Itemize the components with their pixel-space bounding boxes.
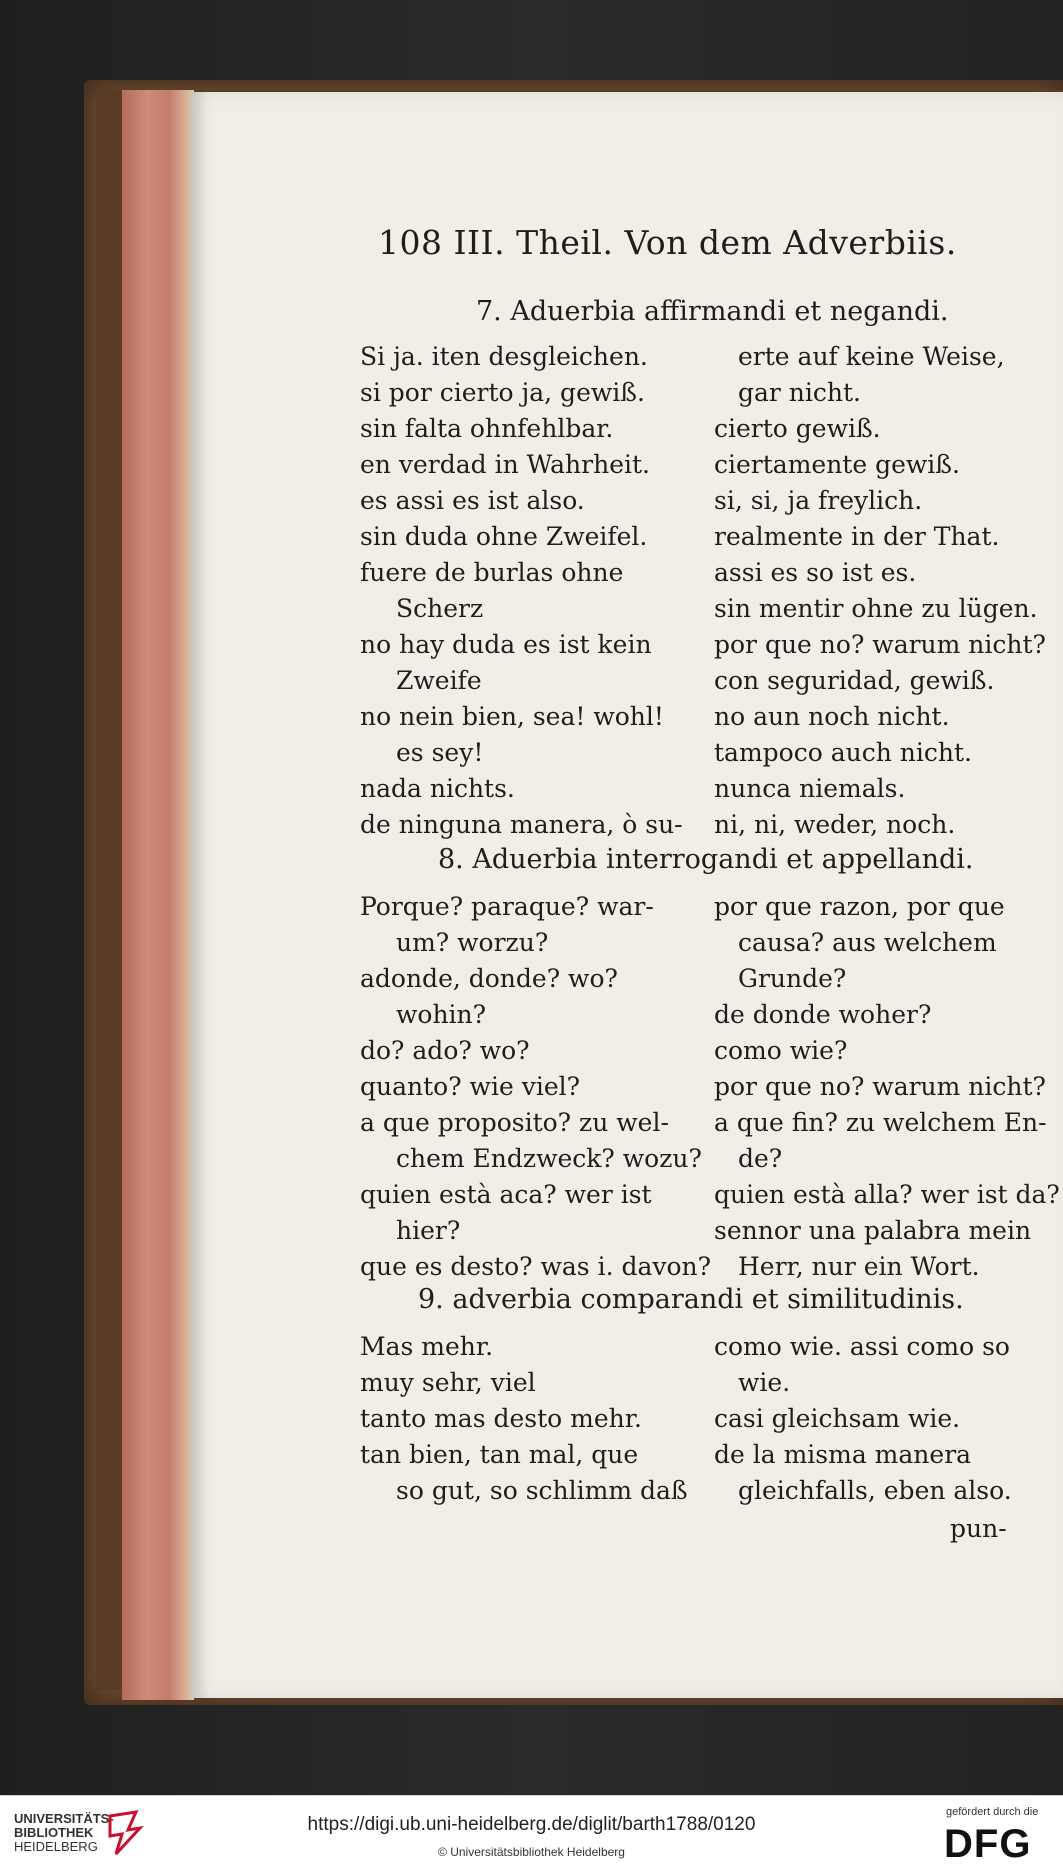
right-line: de?: [738, 1144, 783, 1173]
left-line: no hay duda es ist kein: [360, 630, 652, 659]
dfg-logo: DFG: [944, 1822, 1032, 1866]
right-line: gleichfalls, eben also.: [738, 1476, 1012, 1505]
right-line: con seguridad, gewiß.: [714, 666, 995, 695]
left-line: Porque? paraque? war-: [360, 892, 654, 921]
copyright-text: © Universitätsbibliothek Heidelberg: [438, 1845, 625, 1859]
right-line: como wie. assi como so: [714, 1332, 1010, 1361]
library-line-1: UNIVERSITÄTS-: [14, 1811, 114, 1826]
right-line: ciertamente gewiß.: [714, 450, 960, 479]
right-line: tampoco auch nicht.: [714, 738, 972, 767]
section-title-7: 7. Aduerbia affirmandi et negandi.: [476, 296, 949, 327]
right-line: como wie?: [714, 1036, 848, 1065]
right-line: Herr, nur ein Wort.: [738, 1252, 980, 1281]
left-line: quanto? wie viel?: [360, 1072, 581, 1101]
library-line-3: HEIDELBERG: [14, 1839, 98, 1854]
left-line: fuere de burlas ohne: [360, 558, 624, 587]
right-line: de donde woher?: [714, 1000, 932, 1029]
right-line: Grunde?: [738, 964, 847, 993]
left-line: Scherz: [396, 594, 484, 623]
left-line: Mas mehr.: [360, 1332, 494, 1361]
right-line: no aun noch nicht.: [714, 702, 950, 731]
left-line: muy sehr, viel: [360, 1368, 536, 1397]
left-line: chem Endzweck? wozu?: [396, 1144, 702, 1173]
left-line: a que proposito? zu wel-: [360, 1108, 669, 1137]
right-line: si, si, ja freylich.: [714, 486, 923, 515]
right-line: por que no? warum nicht?: [714, 1072, 1046, 1101]
left-line: si por cierto ja, gewiß.: [360, 378, 645, 407]
running-header: 108 III. Theil. Von dem Adverbiis.: [378, 223, 957, 262]
left-line: quien està aca? wer ist: [360, 1180, 652, 1209]
left-line: nada nichts.: [360, 774, 515, 803]
page-url-link[interactable]: https://digi.ub.uni-heidelberg.de/diglit/barth1788/0120: [307, 1814, 756, 1835]
right-line: nunca niemals.: [714, 774, 906, 803]
right-line: wie.: [738, 1368, 791, 1397]
left-line: tanto mas desto mehr.: [360, 1404, 642, 1433]
left-line: do? ado? wo?: [360, 1036, 530, 1065]
right-line: quien està alla? wer ist da?: [714, 1180, 1060, 1209]
left-line: Zweife: [396, 666, 482, 695]
gutter-shadow: [190, 92, 208, 1698]
right-line: gar nicht.: [738, 378, 861, 407]
left-line: um? worzu?: [396, 928, 549, 957]
left-line: Si ja. iten desgleichen.: [360, 342, 648, 371]
library-line-2: BIBLIOTHEK: [14, 1825, 94, 1840]
right-line: por que razon, por que: [714, 892, 1005, 921]
left-line: en verdad in Wahrheit.: [360, 450, 650, 479]
right-line: a que fin? zu welchem En-: [714, 1108, 1047, 1137]
right-line: erte auf keine Weise,: [738, 342, 1005, 371]
section-title-9: 9. adverbia comparandi et similitudinis.: [418, 1284, 964, 1315]
left-line: sin falta ohnfehlbar.: [360, 414, 614, 443]
left-line: sin duda ohne Zweifel.: [360, 522, 648, 551]
left-line: de ninguna manera, ò su-: [360, 810, 683, 839]
right-line: assi es so ist es.: [714, 558, 917, 587]
right-line: realmente in der That.: [714, 522, 1000, 551]
left-line: wohin?: [396, 1000, 487, 1029]
section-title-8: 8. Aduerbia interrogandi et appellandi.: [438, 844, 974, 875]
left-line: hier?: [396, 1216, 461, 1245]
catchword: pun-: [950, 1514, 1007, 1543]
left-line: es sey!: [396, 738, 484, 767]
right-line: causa? aus welchem: [738, 928, 997, 957]
right-line: ni, ni, weder, noch.: [714, 810, 956, 839]
page-edge: [122, 90, 194, 1700]
left-line: tan bien, tan mal, que: [360, 1440, 639, 1469]
right-line: de la misma manera: [714, 1440, 972, 1469]
left-line: so gut, so schlimm daß: [396, 1476, 688, 1505]
left-line: es assi es ist also.: [360, 486, 585, 515]
right-line: cierto gewiß.: [714, 414, 881, 443]
left-line: que es desto? was i. davon?: [360, 1252, 712, 1281]
right-line: casi gleichsam wie.: [714, 1404, 961, 1433]
right-line: por que no? warum nicht?: [714, 630, 1046, 659]
left-line: adonde, donde? wo?: [360, 964, 618, 993]
right-line: sin mentir ohne zu lügen.: [714, 594, 1038, 623]
left-line: no nein bien, sea! wohl!: [360, 702, 664, 731]
right-line: sennor una palabra mein: [714, 1216, 1032, 1245]
funded-by-text: gefördert durch die: [946, 1806, 1039, 1818]
